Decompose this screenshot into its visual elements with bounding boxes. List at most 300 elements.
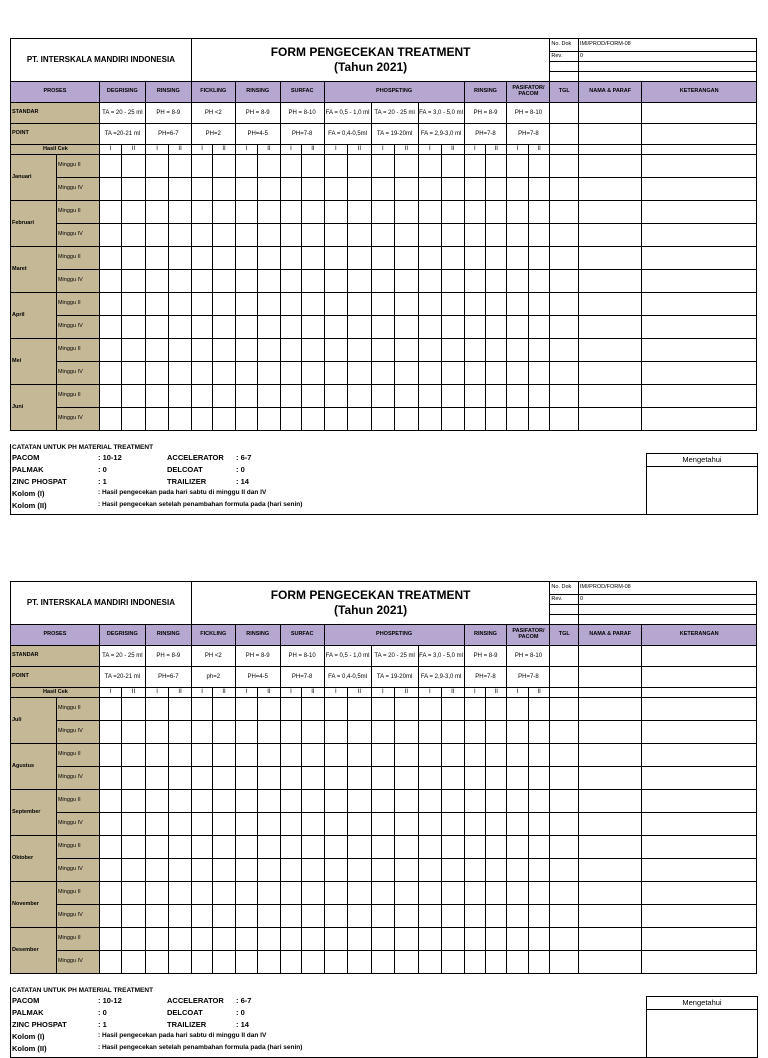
entry-cell[interactable]: [145, 813, 169, 836]
entry-cell[interactable]: [464, 790, 485, 813]
entry-cell[interactable]: [145, 790, 169, 813]
entry-cell[interactable]: [213, 836, 235, 859]
entry-cell[interactable]: [145, 928, 169, 951]
entry-cell[interactable]: [235, 385, 257, 408]
entry-cell[interactable]: [486, 270, 507, 293]
entry-cell[interactable]: [395, 744, 419, 767]
entry-cell[interactable]: [145, 247, 169, 270]
entry-cell[interactable]: [324, 339, 348, 362]
entry-cell[interactable]: [324, 951, 348, 974]
entry-cell[interactable]: [579, 385, 642, 408]
entry-cell[interactable]: [122, 813, 146, 836]
entry-cell[interactable]: [395, 721, 419, 744]
entry-cell[interactable]: [99, 859, 121, 882]
entry-cell[interactable]: [348, 928, 372, 951]
entry-cell[interactable]: [235, 224, 257, 247]
entry-cell[interactable]: [324, 247, 348, 270]
entry-cell[interactable]: [371, 813, 395, 836]
entry-cell[interactable]: [442, 721, 464, 744]
entry-cell[interactable]: [579, 155, 642, 178]
entry-cell[interactable]: [395, 767, 419, 790]
entry-cell[interactable]: [302, 293, 324, 316]
entry-cell[interactable]: [486, 721, 507, 744]
entry-cell[interactable]: [324, 155, 348, 178]
entry-cell[interactable]: [213, 882, 235, 905]
entry-cell[interactable]: [464, 813, 485, 836]
entry-cell[interactable]: [371, 767, 395, 790]
entry-cell[interactable]: [235, 790, 257, 813]
entry-cell[interactable]: [579, 859, 642, 882]
entry-cell[interactable]: [145, 270, 169, 293]
entry-cell[interactable]: [579, 951, 642, 974]
entry-cell[interactable]: [464, 408, 485, 431]
entry-cell[interactable]: [145, 905, 169, 928]
entry-cell[interactable]: [258, 905, 280, 928]
entry-cell[interactable]: [169, 178, 191, 201]
entry-cell[interactable]: [169, 859, 191, 882]
entry-cell[interactable]: [418, 721, 442, 744]
entry-cell[interactable]: [348, 698, 372, 721]
entry-cell[interactable]: [442, 951, 464, 974]
entry-cell[interactable]: [371, 882, 395, 905]
entry-cell[interactable]: [302, 178, 324, 201]
entry-cell[interactable]: [486, 362, 507, 385]
entry-cell[interactable]: [371, 836, 395, 859]
entry-cell[interactable]: [418, 247, 442, 270]
entry-cell[interactable]: [442, 247, 464, 270]
entry-cell[interactable]: [642, 859, 757, 882]
entry-cell[interactable]: [258, 178, 280, 201]
entry-cell[interactable]: [348, 813, 372, 836]
entry-cell[interactable]: [550, 224, 579, 247]
entry-cell[interactable]: [280, 882, 301, 905]
entry-cell[interactable]: [464, 316, 485, 339]
entry-cell[interactable]: [642, 178, 757, 201]
entry-cell[interactable]: [528, 385, 549, 408]
entry-cell[interactable]: [122, 293, 146, 316]
entry-cell[interactable]: [418, 224, 442, 247]
entry-cell[interactable]: [442, 928, 464, 951]
entry-cell[interactable]: [145, 224, 169, 247]
entry-cell[interactable]: [302, 270, 324, 293]
entry-cell[interactable]: [213, 790, 235, 813]
entry-cell[interactable]: [213, 408, 235, 431]
entry-cell[interactable]: [464, 247, 485, 270]
entry-cell[interactable]: [464, 293, 485, 316]
entry-cell[interactable]: [464, 859, 485, 882]
entry-cell[interactable]: [122, 859, 146, 882]
entry-cell[interactable]: [258, 247, 280, 270]
entry-cell[interactable]: [280, 721, 301, 744]
entry-cell[interactable]: [348, 744, 372, 767]
entry-cell[interactable]: [486, 339, 507, 362]
entry-cell[interactable]: [507, 790, 528, 813]
entry-cell[interactable]: [191, 293, 212, 316]
entry-cell[interactable]: [642, 362, 757, 385]
entry-cell[interactable]: [280, 293, 301, 316]
entry-cell[interactable]: [122, 767, 146, 790]
entry-cell[interactable]: [642, 408, 757, 431]
entry-cell[interactable]: [169, 928, 191, 951]
entry-cell[interactable]: [528, 905, 549, 928]
entry-cell[interactable]: [258, 362, 280, 385]
entry-cell[interactable]: [145, 882, 169, 905]
entry-cell[interactable]: [442, 767, 464, 790]
entry-cell[interactable]: [371, 316, 395, 339]
entry-cell[interactable]: [442, 859, 464, 882]
entry-cell[interactable]: [395, 408, 419, 431]
entry-cell[interactable]: [371, 790, 395, 813]
entry-cell[interactable]: [486, 882, 507, 905]
entry-cell[interactable]: [280, 767, 301, 790]
entry-cell[interactable]: [442, 698, 464, 721]
entry-cell[interactable]: [235, 293, 257, 316]
entry-cell[interactable]: [642, 790, 757, 813]
entry-cell[interactable]: [528, 767, 549, 790]
entry-cell[interactable]: [395, 905, 419, 928]
entry-cell[interactable]: [507, 385, 528, 408]
entry-cell[interactable]: [191, 316, 212, 339]
entry-cell[interactable]: [464, 224, 485, 247]
entry-cell[interactable]: [169, 905, 191, 928]
entry-cell[interactable]: [280, 178, 301, 201]
entry-cell[interactable]: [348, 339, 372, 362]
entry-cell[interactable]: [418, 155, 442, 178]
entry-cell[interactable]: [280, 859, 301, 882]
entry-cell[interactable]: [235, 270, 257, 293]
entry-cell[interactable]: [507, 339, 528, 362]
entry-cell[interactable]: [235, 905, 257, 928]
entry-cell[interactable]: [486, 224, 507, 247]
entry-cell[interactable]: [191, 905, 212, 928]
entry-cell[interactable]: [235, 951, 257, 974]
entry-cell[interactable]: [371, 247, 395, 270]
entry-cell[interactable]: [371, 293, 395, 316]
entry-cell[interactable]: [213, 316, 235, 339]
entry-cell[interactable]: [169, 836, 191, 859]
entry-cell[interactable]: [169, 339, 191, 362]
entry-cell[interactable]: [486, 155, 507, 178]
entry-cell[interactable]: [348, 767, 372, 790]
entry-cell[interactable]: [280, 316, 301, 339]
entry-cell[interactable]: [348, 224, 372, 247]
entry-cell[interactable]: [348, 859, 372, 882]
entry-cell[interactable]: [258, 836, 280, 859]
entry-cell[interactable]: [99, 698, 121, 721]
entry-cell[interactable]: [371, 928, 395, 951]
entry-cell[interactable]: [507, 316, 528, 339]
entry-cell[interactable]: [122, 836, 146, 859]
entry-cell[interactable]: [642, 905, 757, 928]
entry-cell[interactable]: [169, 224, 191, 247]
entry-cell[interactable]: [169, 951, 191, 974]
entry-cell[interactable]: [528, 270, 549, 293]
entry-cell[interactable]: [418, 790, 442, 813]
entry-cell[interactable]: [550, 882, 579, 905]
entry-cell[interactable]: [371, 408, 395, 431]
entry-cell[interactable]: [486, 408, 507, 431]
entry-cell[interactable]: [235, 882, 257, 905]
entry-cell[interactable]: [395, 247, 419, 270]
entry-cell[interactable]: [302, 859, 324, 882]
entry-cell[interactable]: [507, 744, 528, 767]
entry-cell[interactable]: [371, 270, 395, 293]
entry-cell[interactable]: [418, 362, 442, 385]
entry-cell[interactable]: [528, 362, 549, 385]
entry-cell[interactable]: [324, 905, 348, 928]
entry-cell[interactable]: [99, 836, 121, 859]
entry-cell[interactable]: [550, 316, 579, 339]
entry-cell[interactable]: [371, 721, 395, 744]
entry-cell[interactable]: [191, 698, 212, 721]
entry-cell[interactable]: [371, 155, 395, 178]
entry-cell[interactable]: [213, 698, 235, 721]
entry-cell[interactable]: [258, 721, 280, 744]
entry-cell[interactable]: [145, 408, 169, 431]
entry-cell[interactable]: [169, 721, 191, 744]
entry-cell[interactable]: [324, 316, 348, 339]
entry-cell[interactable]: [486, 247, 507, 270]
entry-cell[interactable]: [395, 224, 419, 247]
entry-cell[interactable]: [418, 339, 442, 362]
entry-cell[interactable]: [642, 224, 757, 247]
entry-cell[interactable]: [464, 744, 485, 767]
entry-cell[interactable]: [528, 836, 549, 859]
entry-cell[interactable]: [395, 293, 419, 316]
entry-cell[interactable]: [213, 905, 235, 928]
entry-cell[interactable]: [280, 224, 301, 247]
entry-cell[interactable]: [280, 744, 301, 767]
entry-cell[interactable]: [302, 408, 324, 431]
entry-cell[interactable]: [395, 813, 419, 836]
entry-cell[interactable]: [486, 201, 507, 224]
entry-cell[interactable]: [324, 859, 348, 882]
entry-cell[interactable]: [418, 293, 442, 316]
entry-cell[interactable]: [371, 698, 395, 721]
entry-cell[interactable]: [145, 951, 169, 974]
entry-cell[interactable]: [258, 385, 280, 408]
entry-cell[interactable]: [579, 408, 642, 431]
entry-cell[interactable]: [579, 698, 642, 721]
entry-cell[interactable]: [169, 767, 191, 790]
entry-cell[interactable]: [579, 339, 642, 362]
entry-cell[interactable]: [348, 293, 372, 316]
entry-cell[interactable]: [642, 721, 757, 744]
entry-cell[interactable]: [550, 951, 579, 974]
entry-cell[interactable]: [169, 362, 191, 385]
entry-cell[interactable]: [579, 224, 642, 247]
entry-cell[interactable]: [442, 270, 464, 293]
entry-cell[interactable]: [280, 201, 301, 224]
entry-cell[interactable]: [169, 698, 191, 721]
entry-cell[interactable]: [235, 721, 257, 744]
entry-cell[interactable]: [122, 270, 146, 293]
entry-cell[interactable]: [442, 201, 464, 224]
entry-cell[interactable]: [280, 698, 301, 721]
entry-cell[interactable]: [145, 155, 169, 178]
entry-cell[interactable]: [302, 339, 324, 362]
entry-cell[interactable]: [528, 224, 549, 247]
entry-cell[interactable]: [579, 247, 642, 270]
entry-cell[interactable]: [235, 201, 257, 224]
entry-cell[interactable]: [395, 859, 419, 882]
entry-cell[interactable]: [213, 767, 235, 790]
entry-cell[interactable]: [302, 247, 324, 270]
entry-cell[interactable]: [348, 362, 372, 385]
entry-cell[interactable]: [99, 744, 121, 767]
entry-cell[interactable]: [348, 721, 372, 744]
entry-cell[interactable]: [418, 270, 442, 293]
entry-cell[interactable]: [418, 813, 442, 836]
entry-cell[interactable]: [258, 408, 280, 431]
entry-cell[interactable]: [507, 201, 528, 224]
entry-cell[interactable]: [324, 767, 348, 790]
entry-cell[interactable]: [442, 790, 464, 813]
entry-cell[interactable]: [280, 928, 301, 951]
entry-cell[interactable]: [486, 859, 507, 882]
entry-cell[interactable]: [642, 698, 757, 721]
entry-cell[interactable]: [191, 224, 212, 247]
entry-cell[interactable]: [507, 813, 528, 836]
entry-cell[interactable]: [258, 790, 280, 813]
entry-cell[interactable]: [507, 293, 528, 316]
entry-cell[interactable]: [99, 721, 121, 744]
entry-cell[interactable]: [642, 882, 757, 905]
entry-cell[interactable]: [235, 155, 257, 178]
entry-cell[interactable]: [464, 882, 485, 905]
entry-cell[interactable]: [191, 859, 212, 882]
entry-cell[interactable]: [191, 836, 212, 859]
entry-cell[interactable]: [464, 951, 485, 974]
entry-cell[interactable]: [348, 836, 372, 859]
entry-cell[interactable]: [528, 882, 549, 905]
entry-cell[interactable]: [145, 178, 169, 201]
entry-cell[interactable]: [258, 882, 280, 905]
entry-cell[interactable]: [122, 201, 146, 224]
entry-cell[interactable]: [418, 767, 442, 790]
entry-cell[interactable]: [418, 882, 442, 905]
entry-cell[interactable]: [213, 178, 235, 201]
entry-cell[interactable]: [99, 362, 121, 385]
entry-cell[interactable]: [550, 836, 579, 859]
entry-cell[interactable]: [507, 698, 528, 721]
entry-cell[interactable]: [464, 905, 485, 928]
entry-cell[interactable]: [324, 362, 348, 385]
entry-cell[interactable]: [528, 408, 549, 431]
entry-cell[interactable]: [579, 928, 642, 951]
entry-cell[interactable]: [442, 408, 464, 431]
entry-cell[interactable]: [550, 293, 579, 316]
entry-cell[interactable]: [528, 813, 549, 836]
entry-cell[interactable]: [418, 201, 442, 224]
entry-cell[interactable]: [418, 408, 442, 431]
entry-cell[interactable]: [550, 408, 579, 431]
entry-cell[interactable]: [324, 293, 348, 316]
entry-cell[interactable]: [579, 293, 642, 316]
entry-cell[interactable]: [486, 178, 507, 201]
entry-cell[interactable]: [486, 928, 507, 951]
entry-cell[interactable]: [418, 836, 442, 859]
entry-cell[interactable]: [550, 721, 579, 744]
entry-cell[interactable]: [579, 882, 642, 905]
entry-cell[interactable]: [371, 744, 395, 767]
entry-cell[interactable]: [258, 155, 280, 178]
entry-cell[interactable]: [348, 201, 372, 224]
entry-cell[interactable]: [191, 744, 212, 767]
entry-cell[interactable]: [418, 316, 442, 339]
entry-cell[interactable]: [280, 270, 301, 293]
entry-cell[interactable]: [442, 744, 464, 767]
entry-cell[interactable]: [280, 155, 301, 178]
entry-cell[interactable]: [324, 790, 348, 813]
entry-cell[interactable]: [302, 721, 324, 744]
entry-cell[interactable]: [122, 224, 146, 247]
entry-cell[interactable]: [99, 178, 121, 201]
entry-cell[interactable]: [442, 178, 464, 201]
entry-cell[interactable]: [464, 721, 485, 744]
entry-cell[interactable]: [642, 201, 757, 224]
entry-cell[interactable]: [507, 270, 528, 293]
entry-cell[interactable]: [99, 385, 121, 408]
entry-cell[interactable]: [442, 293, 464, 316]
entry-cell[interactable]: [302, 813, 324, 836]
entry-cell[interactable]: [579, 362, 642, 385]
entry-cell[interactable]: [579, 813, 642, 836]
entry-cell[interactable]: [235, 928, 257, 951]
entry-cell[interactable]: [213, 744, 235, 767]
entry-cell[interactable]: [642, 155, 757, 178]
entry-cell[interactable]: [169, 270, 191, 293]
entry-cell[interactable]: [442, 385, 464, 408]
entry-cell[interactable]: [302, 155, 324, 178]
entry-cell[interactable]: [395, 339, 419, 362]
entry-cell[interactable]: [191, 247, 212, 270]
entry-cell[interactable]: [235, 362, 257, 385]
entry-cell[interactable]: [99, 905, 121, 928]
entry-cell[interactable]: [348, 790, 372, 813]
entry-cell[interactable]: [280, 339, 301, 362]
entry-cell[interactable]: [145, 744, 169, 767]
entry-cell[interactable]: [302, 744, 324, 767]
entry-cell[interactable]: [507, 836, 528, 859]
entry-cell[interactable]: [302, 362, 324, 385]
entry-cell[interactable]: [507, 928, 528, 951]
entry-cell[interactable]: [528, 155, 549, 178]
entry-cell[interactable]: [395, 201, 419, 224]
entry-cell[interactable]: [395, 178, 419, 201]
entry-cell[interactable]: [169, 201, 191, 224]
entry-cell[interactable]: [395, 385, 419, 408]
entry-cell[interactable]: [507, 951, 528, 974]
entry-cell[interactable]: [191, 339, 212, 362]
entry-cell[interactable]: [302, 951, 324, 974]
entry-cell[interactable]: [348, 385, 372, 408]
entry-cell[interactable]: [371, 178, 395, 201]
entry-cell[interactable]: [464, 385, 485, 408]
entry-cell[interactable]: [371, 201, 395, 224]
entry-cell[interactable]: [169, 155, 191, 178]
entry-cell[interactable]: [507, 882, 528, 905]
entry-cell[interactable]: [258, 928, 280, 951]
entry-cell[interactable]: [258, 316, 280, 339]
entry-cell[interactable]: [213, 201, 235, 224]
entry-cell[interactable]: [442, 362, 464, 385]
entry-cell[interactable]: [302, 928, 324, 951]
entry-cell[interactable]: [486, 836, 507, 859]
entry-cell[interactable]: [550, 362, 579, 385]
entry-cell[interactable]: [442, 155, 464, 178]
entry-cell[interactable]: [550, 790, 579, 813]
